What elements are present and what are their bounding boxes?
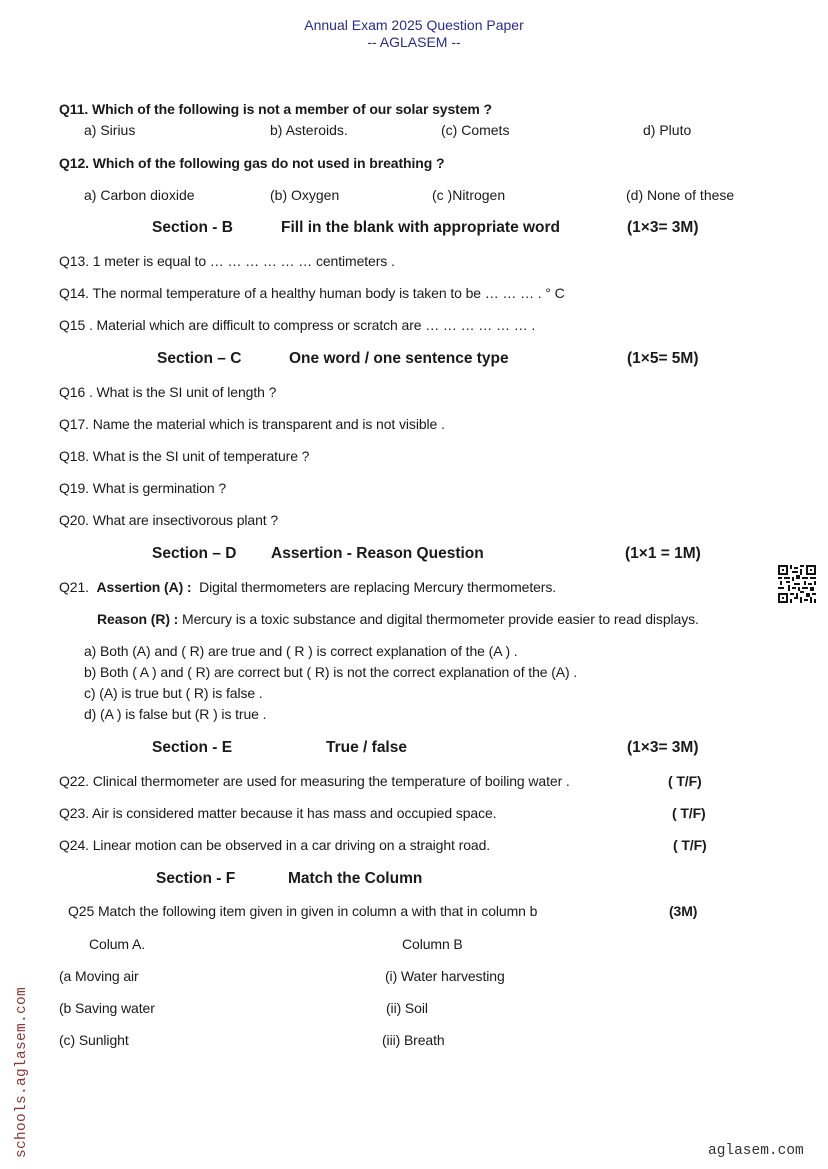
reason-label: Reason (R) :	[97, 611, 179, 627]
column-b-header: Column B	[402, 936, 463, 952]
question-q19: Q19. What is germination ?	[59, 480, 227, 496]
section-e-marks: (1×3= 3M)	[627, 739, 699, 756]
section-d-label: Section – D	[152, 545, 237, 562]
q11-option-d: d) Pluto	[643, 122, 692, 138]
column-a-item: (b Saving water	[59, 1000, 155, 1016]
paper-title: Annual Exam 2025 Question Paper	[304, 17, 524, 33]
paper-subtitle: -- AGLASEM --	[367, 34, 461, 50]
column-b-item: (i) Water harvesting	[385, 968, 505, 984]
section-e-label: Section - E	[152, 739, 233, 756]
q21-option-a: a) Both (A) and ( R) are true and ( R ) is correct explanation of the (A ) .	[84, 643, 518, 659]
section-c-marks: (1×5= 5M)	[627, 350, 699, 367]
column-b-item: (iii) Breath	[382, 1032, 445, 1048]
q11-option-a: a) Sirius	[84, 122, 136, 138]
q12-option-b: (b) Oxygen	[270, 187, 340, 203]
reason-text: Mercury is a toxic substance and digital thermometer provide easier to read displays.	[182, 611, 699, 627]
question-q17: Q17. Name the material which is transparent and is not visible .	[59, 416, 445, 432]
question-q11: Q11. Which of the following is not a member of our solar system ?	[59, 101, 493, 117]
question-q24: Q24. Linear motion can be observed in a car driving on a straight road.	[59, 837, 491, 853]
assertion-label: Assertion (A) :	[96, 579, 192, 595]
q21-option-d: d) (A ) is false but (R ) is true .	[84, 706, 267, 722]
q21-number: Q21.	[59, 579, 89, 595]
section-b-title: Fill in the blank with appropriate word	[281, 219, 561, 236]
section-c-title: One word / one sentence type	[289, 350, 509, 367]
section-f-title: Match the Column	[288, 870, 423, 887]
question-q25: Q25 Match the following item given in given in column a with that in column b	[68, 903, 538, 919]
q21-option-b: b) Both ( A ) and ( R) are correct but ( R) is not the correct explanation of the (A) .	[84, 664, 578, 680]
q12-option-a: a) Carbon dioxide	[84, 187, 195, 203]
section-f-label: Section - F	[156, 870, 236, 887]
q11-option-b: b) Asteroids.	[270, 122, 348, 138]
q22-tf-tag: ( T/F)	[668, 773, 702, 789]
section-d-marks: (1×1 = 1M)	[625, 545, 701, 562]
q23-tf-tag: ( T/F)	[672, 805, 706, 821]
question-q22: Q22. Clinical thermometer are used for measuring the temperature of boiling water .	[59, 773, 570, 789]
section-e-title: True / false	[326, 739, 407, 756]
side-watermark: schools.aglasem.com	[14, 986, 30, 1158]
q12-option-d: (d) None of these	[626, 187, 735, 203]
q24-tf-tag: ( T/F)	[673, 837, 707, 853]
column-b-item: (ii) Soil	[386, 1000, 428, 1016]
q21-option-c: c) (A) is true but ( R) is false .	[84, 685, 263, 701]
column-a-item: (a Moving air	[59, 968, 139, 984]
question-q18: Q18. What is the SI unit of temperature ?	[59, 448, 310, 464]
section-c-label: Section – C	[157, 350, 242, 367]
reason-line	[97, 611, 699, 627]
question-q15: Q15 . Material which are difficult to compress or scratch are … … … … … … .	[59, 317, 536, 333]
question-q21	[59, 579, 556, 595]
question-q13: Q13. 1 meter is equal to … … … … … … centimeters .	[59, 253, 395, 269]
question-q14: Q14. The normal temperature of a healthy human body is taken to be … … … . ° C	[59, 285, 565, 301]
qr-code-icon	[778, 565, 816, 603]
assertion-text: Digital thermometers are replacing Mercury thermometers.	[199, 579, 557, 595]
question-q16: Q16 . What is the SI unit of length ?	[59, 384, 277, 400]
section-b-marks: (1×3= 3M)	[627, 219, 699, 236]
q11-option-c: (c) Comets	[441, 122, 510, 138]
q25-marks: (3M)	[669, 903, 698, 919]
column-a-item: (c) Sunlight	[59, 1032, 129, 1048]
section-d-title: Assertion - Reason Question	[271, 545, 484, 562]
column-a-header: Colum A.	[89, 936, 145, 952]
section-b-label: Section - B	[152, 219, 233, 236]
q12-option-c: (c )Nitrogen	[432, 187, 506, 203]
question-q20: Q20. What are insectivorous plant ?	[59, 512, 279, 528]
footer-watermark: aglasem.com	[708, 1143, 804, 1159]
question-q12: Q12. Which of the following gas do not used in breathing ?	[59, 155, 445, 171]
question-q23: Q23. Air is considered matter because it has mass and occupied space.	[59, 805, 497, 821]
